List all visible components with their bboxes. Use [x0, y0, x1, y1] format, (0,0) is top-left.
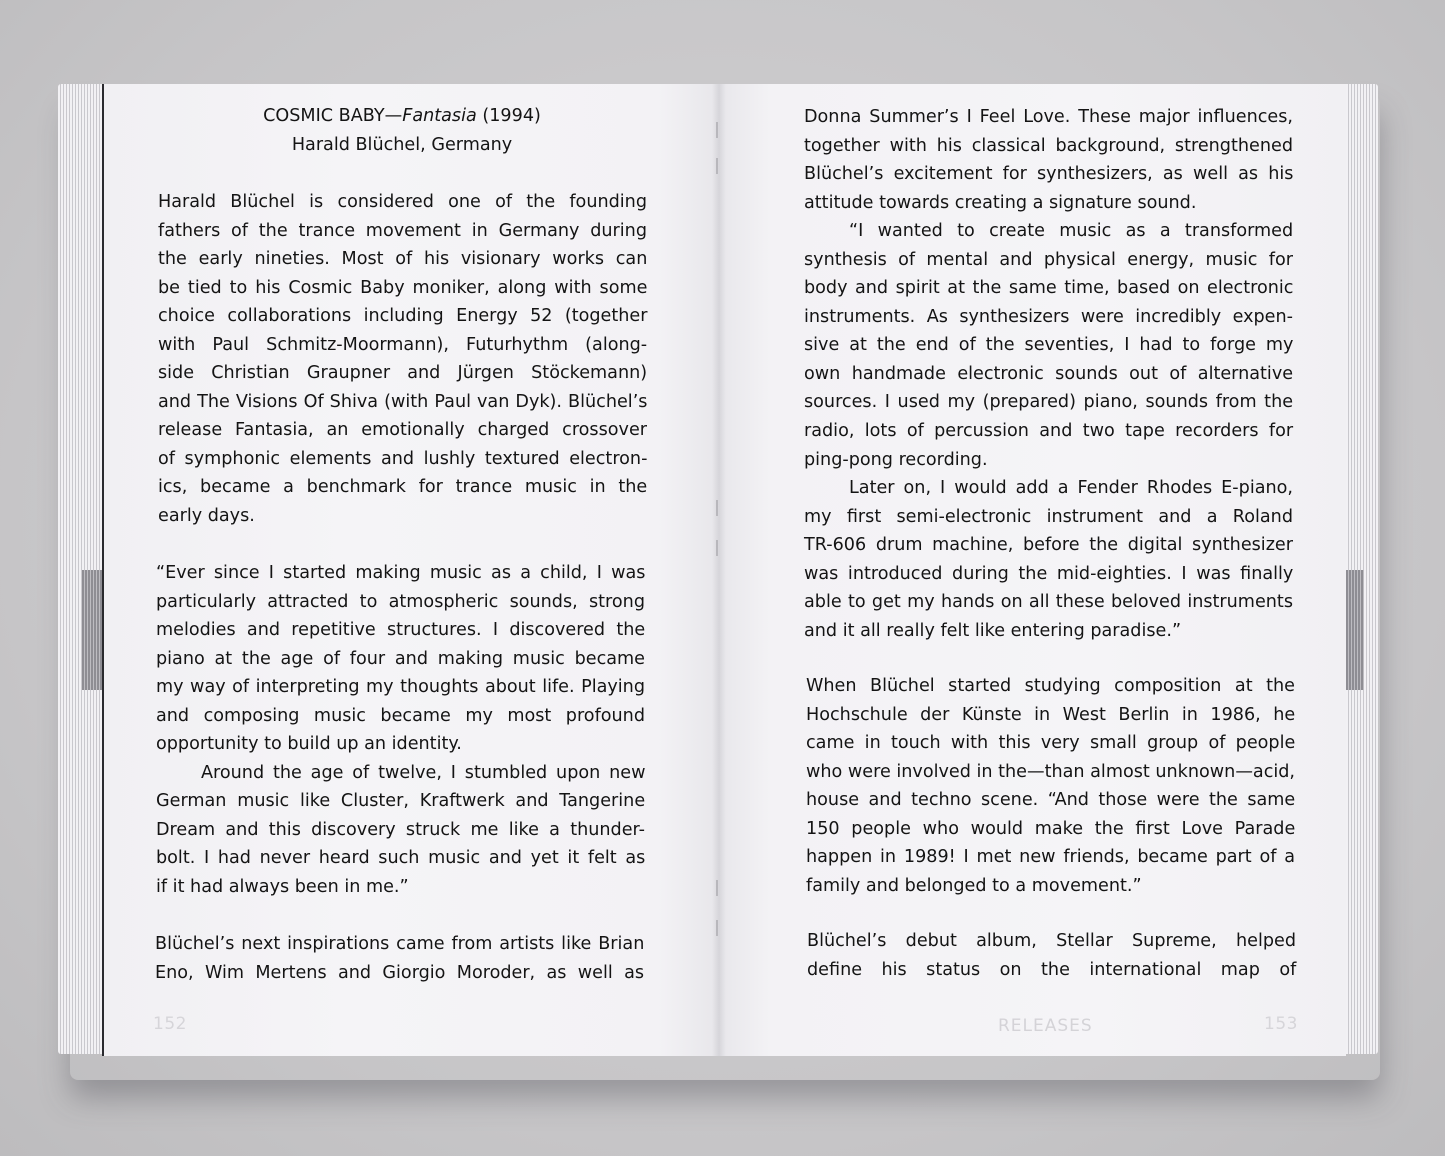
- text-line: the early nineties. Most of his visionary works can: [158, 249, 648, 270]
- text-line: Around the age of twelve, I stumbled upon new: [201, 762, 646, 783]
- left-page-edges: [58, 84, 108, 1054]
- text-line: melodies and repetitive structures. I discovered the: [156, 620, 646, 641]
- artist-name: COSMIC BABY—: [263, 106, 403, 126]
- text-line: radio, lots of percussion and two tape recorders for: [804, 421, 1294, 442]
- text-line: ics, became a benchmark for trance music in the: [158, 477, 648, 498]
- text-line: family and belonged to a movement.”: [806, 875, 1142, 896]
- entry-title: [160, 102, 644, 131]
- left-page-number: 152: [153, 1014, 187, 1034]
- left-paragraph-2: [155, 930, 644, 987]
- text-line: Blüchel’s excitement for synthesizers, as well as his: [804, 164, 1294, 185]
- right-paragraph-1: [804, 103, 1293, 645]
- text-line: together with his classical background, strengthened: [804, 135, 1293, 156]
- entry-heading: [160, 102, 644, 160]
- right-page-number: 153: [1264, 1014, 1298, 1034]
- right-paragraph-2: [806, 672, 1295, 900]
- text-line: opportunity to build up an identity.: [156, 734, 462, 755]
- text-line: Dream and this discovery struck me like a thunder-: [156, 819, 645, 840]
- text-line: Blüchel’s next inspirations came from artists like Brian: [155, 934, 645, 954]
- gutter-stitch: [716, 122, 718, 138]
- text-line: if it had always been in me.”: [156, 877, 409, 898]
- text-line: choice collaborations including Energy 52 (together: [158, 306, 648, 327]
- text-line: be tied to his Cosmic Baby moniker, along with some: [158, 277, 648, 298]
- text-line: who were involved in the—than almost unknown—acid,: [806, 761, 1296, 782]
- text-line: Blüchel’s debut album, Stellar Supreme, helped: [807, 931, 1296, 951]
- right-paragraph-3: [807, 927, 1296, 984]
- left-paragraph-1: [158, 188, 647, 531]
- entry-subtitle: Harald Blüchel, Germany: [291, 135, 513, 155]
- text-line: with Paul Schmitz-Moormann), Futurhythm (along-: [158, 334, 648, 355]
- text-line: fathers of the trance movement in Germany during: [158, 220, 647, 241]
- text-line: When Blüchel started studying composition at the: [806, 676, 1295, 696]
- text-line: synthesis of mental and physical energy, music for: [804, 249, 1293, 270]
- book-gutter: [712, 84, 726, 1056]
- text-line: was introduced during the mid-eighties. I was finally: [804, 563, 1294, 584]
- text-line: house and techno scene. “And those were the same: [806, 790, 1296, 811]
- text-line: German music like Cluster, Kraftwerk and Tangerine: [156, 791, 646, 812]
- text-line: Hochschule der Künste in West Berlin in 1986, he: [806, 704, 1296, 725]
- text-line: able to get my hands on all these beloved instruments: [804, 592, 1293, 613]
- gutter-stitch: [716, 880, 718, 896]
- text-line: TR-606 drum machine, before the digital synthesizer: [804, 535, 1293, 556]
- text-line: and composing music became my most profound: [156, 705, 645, 726]
- text-line: came in touch with this very small group of people: [806, 733, 1296, 754]
- text-line: Later on, I would add a Fender Rhodes E-piano,: [849, 478, 1293, 499]
- text-line: define his status on the international map of: [807, 959, 1297, 980]
- text-line: side Christian Graupner and Jürgen Stöckemann): [158, 363, 648, 384]
- gutter-stitch: [716, 540, 718, 556]
- left-quote-1: [156, 559, 645, 902]
- text-line: Harald Blüchel is considered one of the founding: [158, 192, 647, 212]
- text-line: piano at the age of four and making music became: [156, 648, 645, 669]
- text-line: and The Visions Of Shiva (with Paul van Dyk). Blüchel’s: [158, 391, 648, 412]
- text-line: of symphonic elements and lushly textured electron-: [158, 448, 648, 469]
- text-line: own handmade electronic sounds out of alternative: [804, 363, 1294, 384]
- text-line: my way of interpreting my thoughts about life. Playing: [156, 677, 645, 698]
- text-line: my first semi-electronic instrument and a Roland: [804, 506, 1293, 527]
- text-line: sources. I used my (prepared) piano, sounds from the: [804, 392, 1294, 413]
- gutter-stitch: [716, 920, 718, 936]
- gutter-stitch: [716, 500, 718, 516]
- text-line: happen in 1989! I met new friends, became part of a: [806, 847, 1295, 868]
- text-line: Donna Summer’s I Feel Love. These major influences,: [804, 107, 1293, 127]
- text-line: sive at the end of the seventies, I had to forge my: [804, 335, 1294, 356]
- text-line: ping-pong recording.: [804, 449, 988, 470]
- text-line: body and spirit at the same time, based on electronic: [804, 278, 1294, 299]
- release-year: (1994): [476, 106, 541, 126]
- text-line: 150 people who would make the first Love Parade: [806, 818, 1296, 839]
- text-line: attitude towards creating a signature sound.: [804, 192, 1197, 213]
- album-title: Fantasia: [402, 106, 477, 126]
- running-head: RELEASES: [998, 1016, 1093, 1036]
- text-line: instruments. As synthesizers were incredibly expen-: [804, 306, 1293, 327]
- text-line: release Fantasia, an emotionally charged crossover: [158, 420, 647, 441]
- text-line: bolt. I had never heard such music and yet it felt as: [156, 848, 646, 869]
- text-line: Eno, Wim Mertens and Giorgio Moroder, as well as: [155, 962, 645, 983]
- text-line: and it all really felt like entering paradise.”: [804, 620, 1182, 641]
- text-line: “Ever since I started making music as a child, I was: [156, 563, 646, 583]
- text-line: “I wanted to create music as a transformed: [849, 221, 1294, 242]
- text-line: early days.: [158, 506, 255, 527]
- text-line: particularly attracted to atmospheric sounds, strong: [156, 591, 645, 612]
- gutter-stitch: [716, 158, 718, 174]
